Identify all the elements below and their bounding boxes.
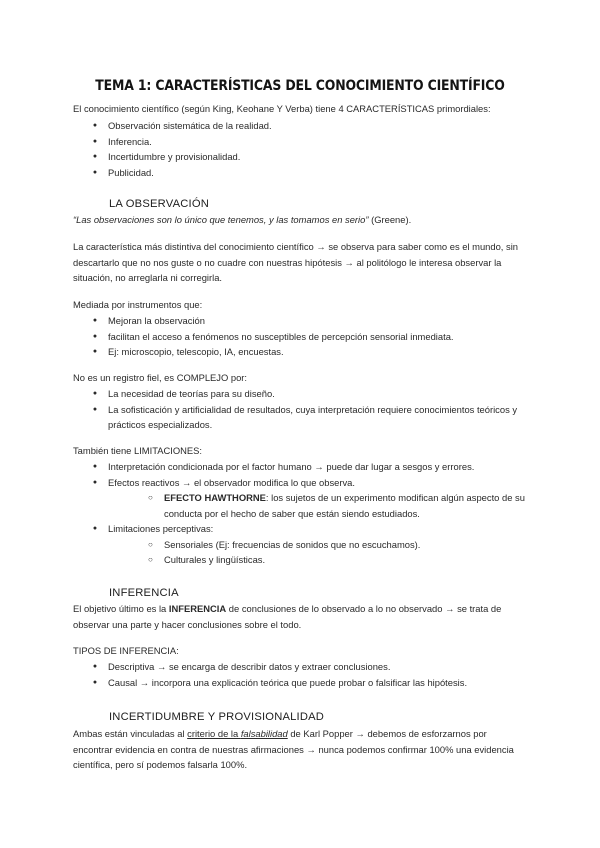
bullet-icon: ● (92, 332, 98, 340)
section-heading-observacion: LA OBSERVACIÓN (109, 198, 210, 210)
tipos-list (90, 659, 530, 690)
list-item: ○ EFECTO HAWTHORNE: los sujetos de un experimento modifican algún aspecto de su conducta por el hecho de saber que están siendo estudiados. (148, 492, 525, 519)
list-item: ● La necesidad de teorías para su diseño. (90, 386, 530, 402)
sub-bullet-icon: ○ (148, 539, 153, 549)
list-item: ● Mejoran la observación (90, 313, 530, 329)
mediada-list (90, 313, 530, 360)
bullet-icon: ● (92, 405, 98, 413)
bullet-icon: ● (92, 317, 98, 324)
inferencia-bold: INFERENCIA (168, 603, 227, 614)
list-item: ● Inferencia. (90, 134, 530, 150)
list-item: ● Observación sistemática de la realidad. (90, 118, 530, 134)
sublist (108, 537, 530, 568)
bullet-icon: ● (92, 678, 98, 686)
bullet-icon: ● (92, 153, 98, 160)
bullet-icon: ● (92, 463, 98, 470)
list-item: ○ Culturales y lingüísticas. (108, 552, 530, 568)
list-item: ● Descriptiva → se encarga de describir datos y extraer conclusiones. (90, 659, 530, 675)
bullet-icon: ● (92, 348, 98, 355)
page-title: TEMA 1: CARACTERÍSTICAS DEL CONOCIMIENTO CIENTÍFICO (95, 78, 505, 94)
list-item: ● Publicidad. (90, 165, 530, 181)
inferencia-paragraph: El objetivo último es la INFERENCIA de conclusiones de lo observado a lo no observado → se trata de observar una parte y hacer conclusiones sobre el todo. (73, 603, 502, 630)
intro-paragraph: El conocimiento científico (según King, Keohane Y Verba) tiene 4 CARACTERÍSTICAS primordiales: (73, 103, 491, 114)
list-item: ● Efectos reactivos → el observador modifica lo que observa. ○ EFECTO HAWTHORNE: los sujetos de un experimento modifican algún aspecto de su conducta por el hecho de saber que están siendo estudiados. (90, 475, 530, 522)
list-item: ● Incertidumbre y provisionalidad. (90, 149, 530, 165)
criterio-link[interactable]: criterio de la falsabilidad (187, 728, 288, 739)
limitaciones-list (90, 459, 530, 568)
characteristics-list (90, 118, 530, 180)
list-item: ● La sofisticación y artificialidad de resultados, cuya interpretación requiere conocimientos teóricos y prácticos especializados. (90, 402, 530, 433)
list-item: ● facilitan el acceso a fenómenos no susceptibles de percepción sensorial inmediata. (90, 329, 530, 345)
complejo-list (90, 386, 530, 433)
section-heading-incertidumbre: INCERTIDUMBRE Y PROVISIONALIDAD (109, 711, 325, 723)
bullet-icon: ● (92, 390, 98, 397)
bullet-icon: ● (92, 663, 98, 670)
list-item: ○ Sensoriales (Ej: frecuencias de sonidos que no escuchamos). (108, 537, 530, 553)
section-heading-inferencia: INFERENCIA (109, 587, 179, 599)
list-item: ● Limitaciones perceptivas: ○ Sensoriales (Ej: frecuencias de sonidos que no escuchamos). ○ Culturales y lingüísticas. (90, 521, 530, 568)
list-item: ● Ej: microscopio, telescopio, IA, encuestas. (90, 344, 530, 360)
bullet-icon: ● (92, 478, 98, 486)
bullet-icon: ● (92, 525, 98, 532)
tipos-intro: TIPOS DE INFERENCIA: (73, 645, 179, 656)
hawthorne-label: EFECTO HAWTHORNE (164, 492, 266, 503)
incertidumbre-paragraph: Ambas están vinculadas al criterio de la falsabilidad de Karl Popper → debemos de esforzarnos por encontrar evidencia en contra de nuestras afirmaciones → nunca podemos confirmar 100% una evidencia científica, pero sí podemos falsarla 100%. (73, 728, 514, 770)
sub-bullet-icon: ○ (148, 555, 153, 564)
quote-author: (Greene). (368, 214, 412, 225)
bullet-icon: ● (92, 137, 98, 145)
complejo-intro: No es un registro fiel, es COMPLEJO por: (73, 372, 248, 383)
limitaciones-intro: También tiene LIMITACIONES: (73, 445, 203, 456)
observacion-quote (73, 212, 528, 228)
sublist (108, 490, 530, 521)
bullet-icon: ● (92, 122, 98, 129)
bullet-icon: ● (92, 168, 98, 176)
sub-bullet-icon: ○ (148, 493, 153, 502)
list-item: ● Causal → incorpora una explicación teórica que puede probar o falsificar las hipótesis. (90, 675, 530, 691)
mediada-intro: Mediada por instrumentos que: (73, 299, 203, 310)
quote-text: “Las observaciones son lo único que tenemos, y las tomamos en serio” (73, 214, 369, 225)
list-item: ● Interpretación condicionada por el factor humano → puede dar lugar a sesgos y errores. (90, 459, 530, 475)
observacion-paragraph: La característica más distintiva del conocimiento científico → se observa para saber como es el mundo, sin descartarlo que no nos guste o no cuadre con nuestras hipótesis → al politólogo le interesa observar la situación, no arreglarla ni corregirla. (73, 241, 519, 283)
